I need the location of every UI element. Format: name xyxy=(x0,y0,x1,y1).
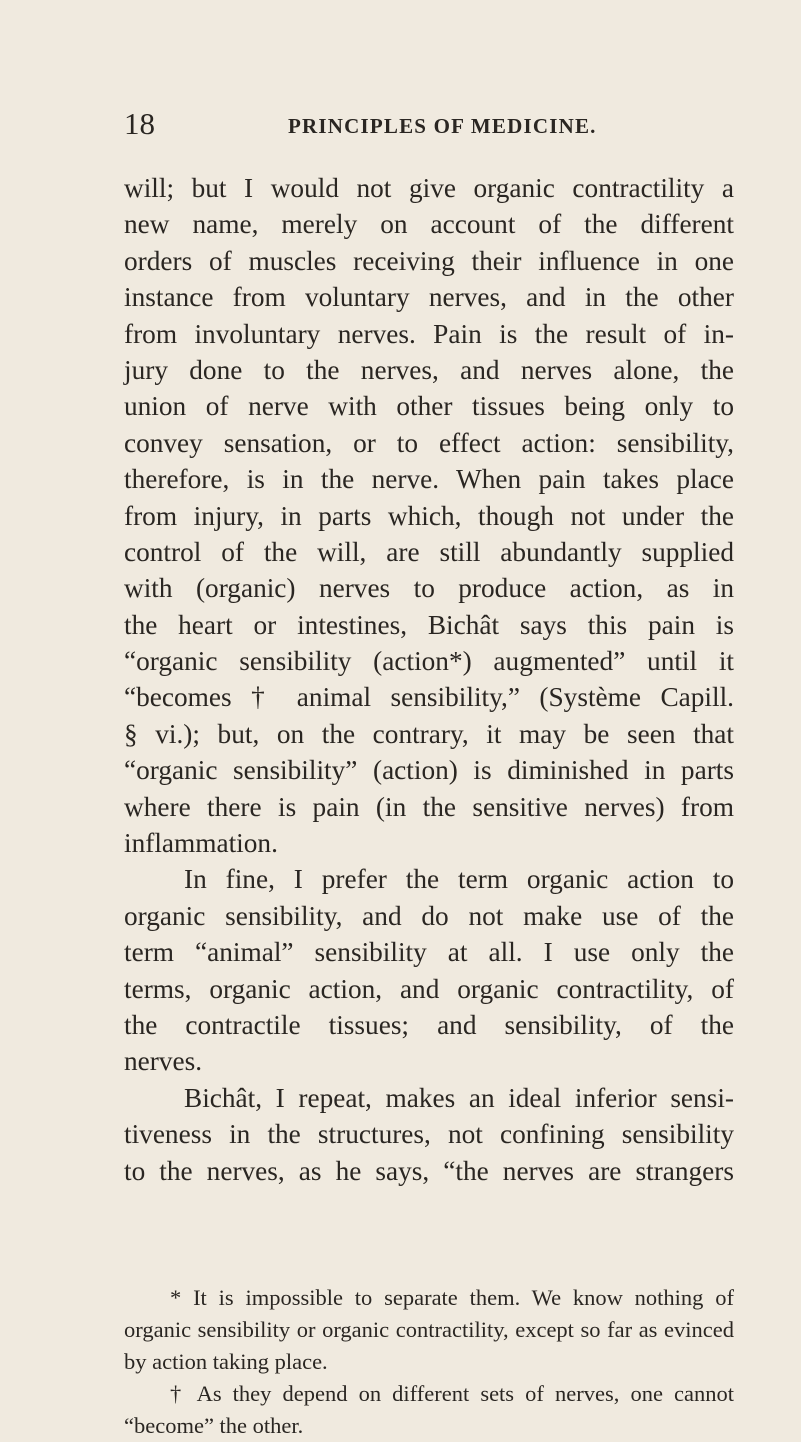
body-line: § vi.); but, on the contrary, it may be seen that xyxy=(124,718,734,749)
body-line: union of nerve with other tissues being only to xyxy=(124,391,734,422)
body-line: the heart or intestines, Bichât says this pain is xyxy=(124,609,734,640)
body-line: terms, organic action, and organic contractility, of xyxy=(124,973,734,1004)
body-line: the contractile tissues; and sensibility, of the xyxy=(124,1009,734,1040)
body-line: organic sensibility, and do not make use of the xyxy=(124,900,734,931)
body-line: orders of muscles receiving their influence in one xyxy=(124,245,734,276)
body-text xyxy=(124,170,734,1189)
footnote-line: organic sensibility or organic contractility, except so far as evinced xyxy=(124,1317,734,1342)
body-line: will; but I would not give organic contractility a xyxy=(124,173,734,203)
body-line: where there is pain (in the sensitive nerves) from xyxy=(124,791,734,822)
body-line: jury done to the nerves, and nerves alone, the xyxy=(124,354,734,385)
body-line: therefore, is in the nerve. When pain takes place xyxy=(124,464,734,495)
paragraph-end-line: nerves. xyxy=(124,1046,203,1077)
footnote-line: by action taking place. xyxy=(124,1349,328,1374)
running-title: PRINCIPLES OF MEDICINE. xyxy=(288,114,597,138)
footnote-asterisk: * It is impossible to separate them. We know nothing of xyxy=(170,1285,734,1310)
footnotes xyxy=(124,1282,734,1442)
body-line: from involuntary nerves. Pain is the result of in- xyxy=(124,318,734,349)
paragraph-end-line: inflammation. xyxy=(124,828,278,859)
body-line: term “animal” sensibility at all. I use only the xyxy=(124,937,734,968)
footnote-line: “become” the other. xyxy=(124,1413,304,1438)
body-line: “organic sensibility” (action) is diminished in parts xyxy=(124,755,734,786)
body-line: “organic sensibility (action*) augmented” until it xyxy=(124,646,734,677)
body-line: “becomes † animal sensibility,” (Système Capill. xyxy=(124,682,734,713)
page-number: 18 xyxy=(124,106,155,141)
body-line: tiveness in the structures, not confining sensibility xyxy=(124,1119,734,1150)
body-line: new name, merely on account of the different xyxy=(124,209,734,240)
paragraph-start-line: In fine, I prefer the term organic action to xyxy=(184,864,734,895)
body-line: instance from voluntary nerves, and in the other xyxy=(124,282,734,313)
body-line: from injury, in parts which, though not under the xyxy=(124,500,734,531)
paragraph-start-line: Bichât, I repeat, makes an ideal inferior sensi- xyxy=(184,1082,734,1113)
body-line: with (organic) nerves to produce action, as in xyxy=(124,573,734,604)
body-line: control of the will, are still abundantly supplied xyxy=(124,536,734,567)
body-line: to the nerves, as he says, “the nerves are strangers xyxy=(124,1155,734,1186)
page-header xyxy=(124,104,734,144)
footnote-dagger: † As they depend on different sets of nerves, one cannot xyxy=(170,1381,734,1406)
body-line: convey sensation, or to effect action: sensibility, xyxy=(124,427,734,458)
